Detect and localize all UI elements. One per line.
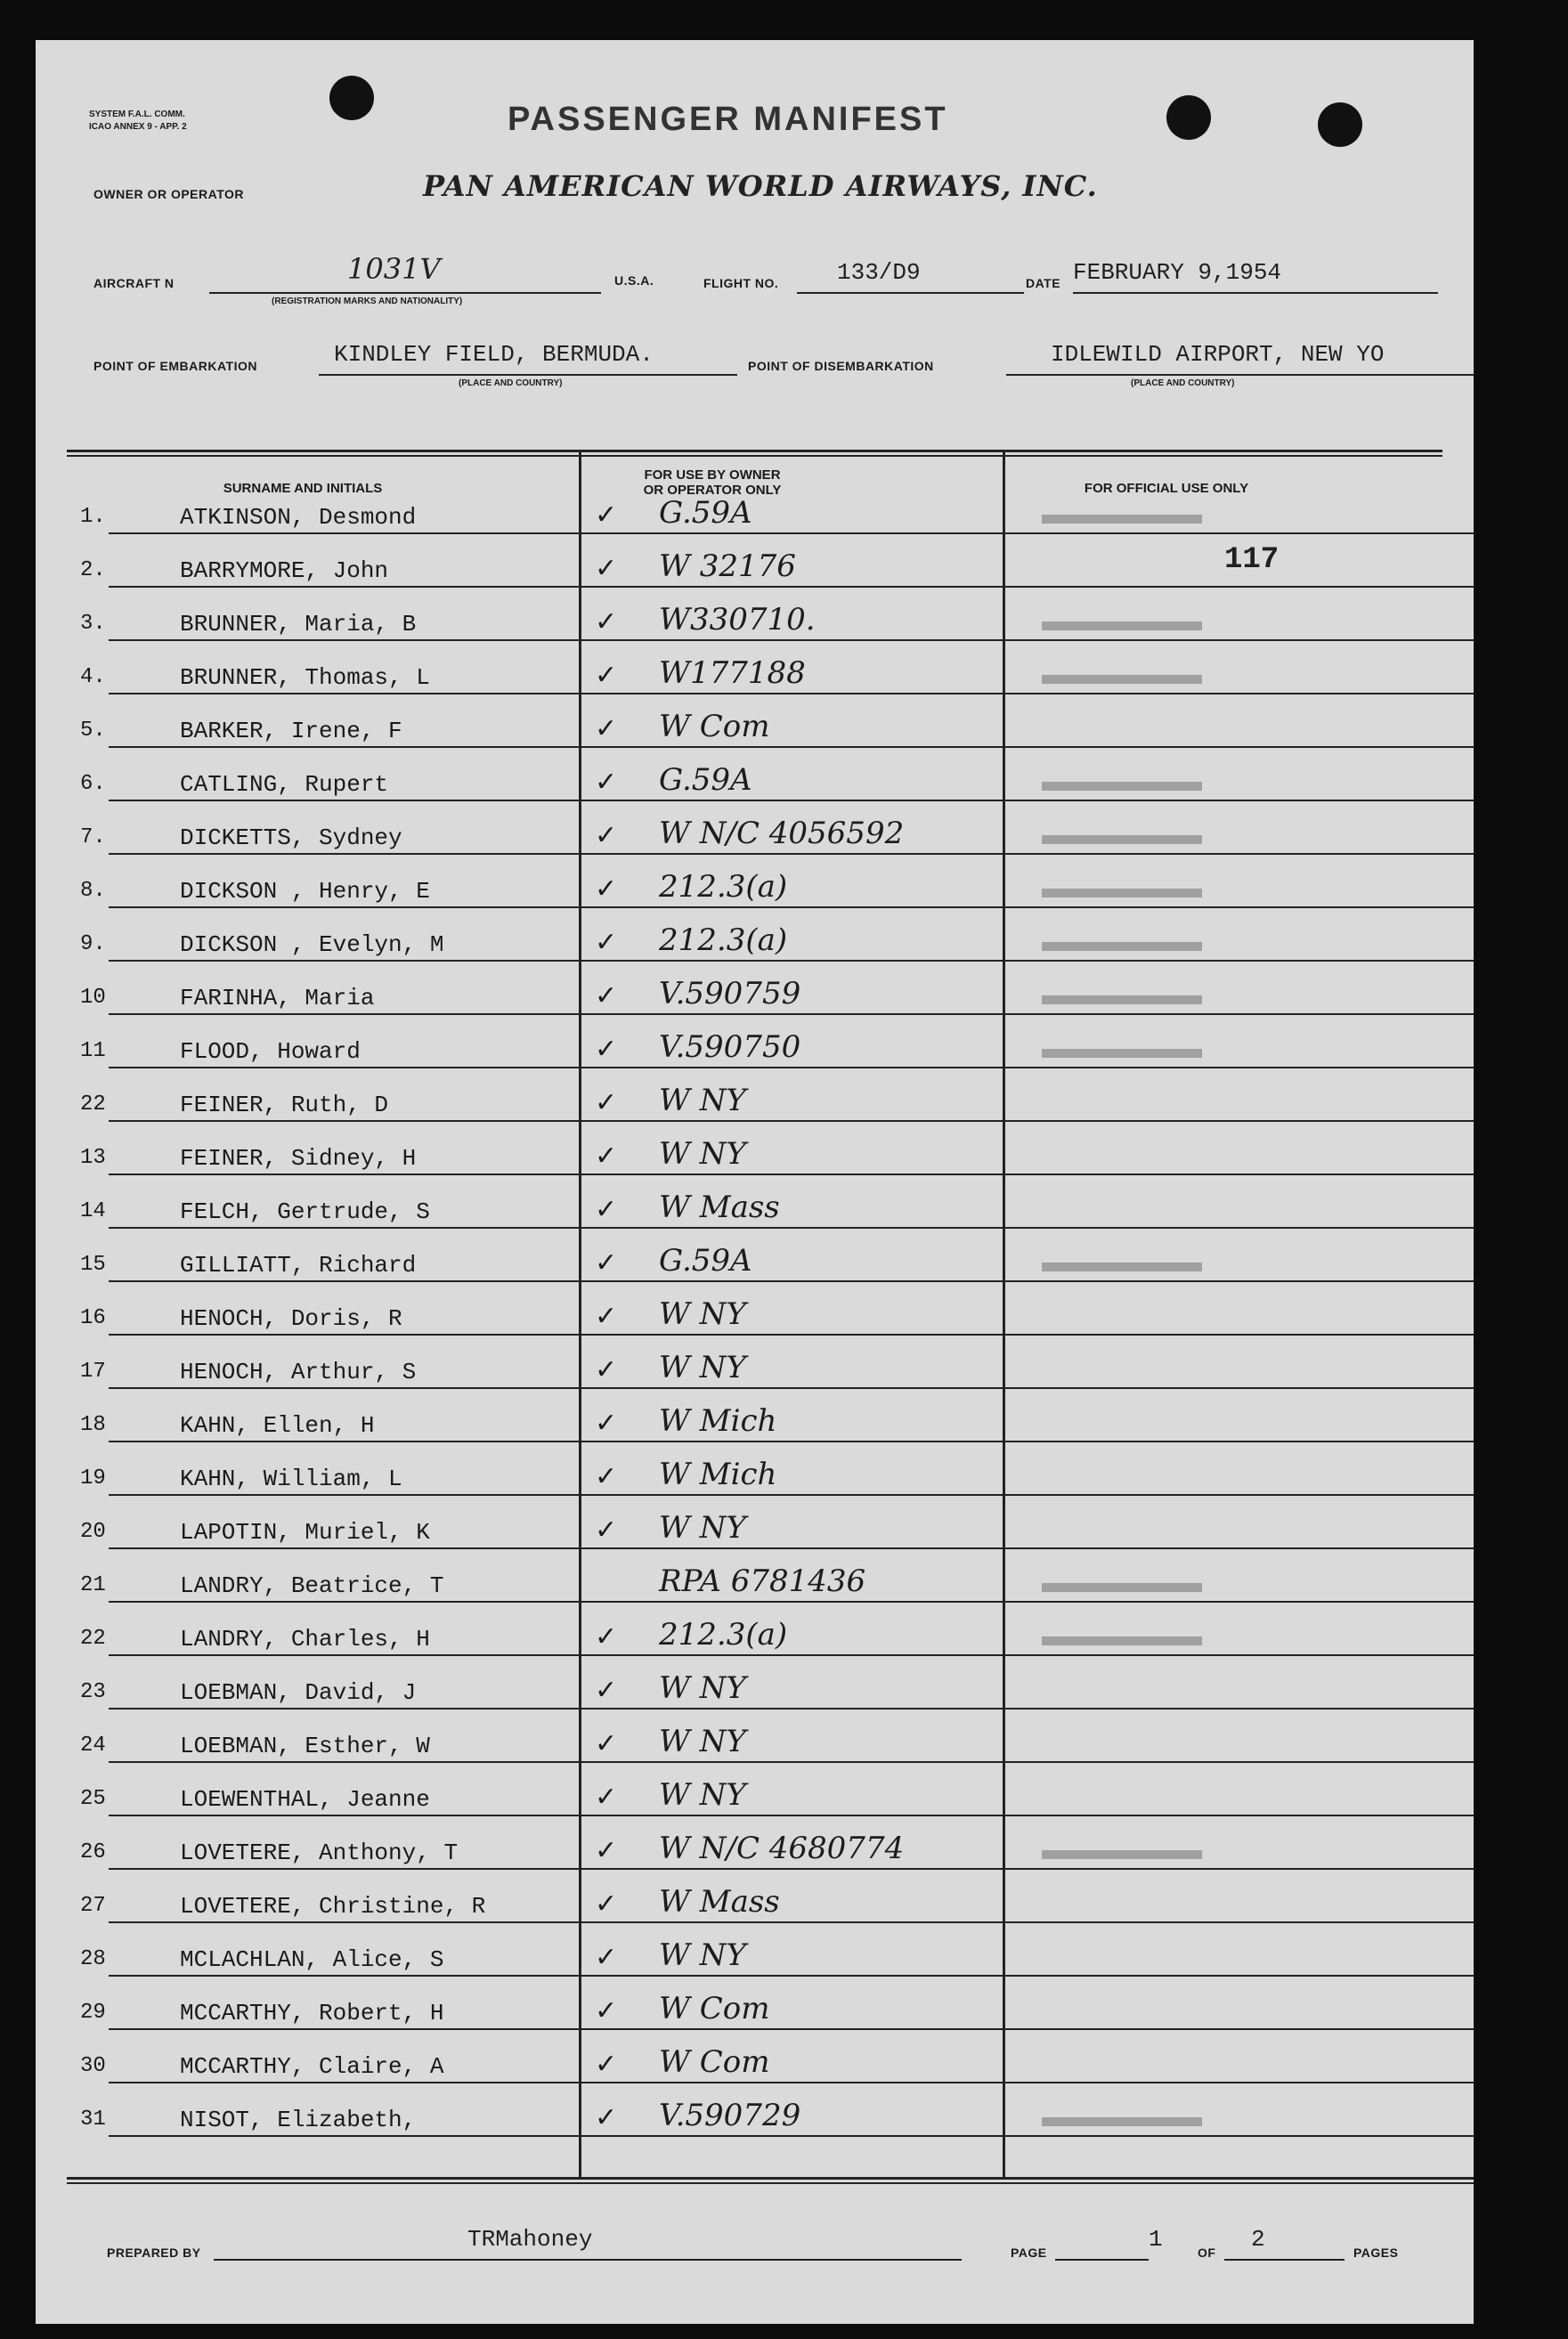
checkmark-icon: ✓ [595,1675,618,1706]
checkmark-icon: ✓ [595,1034,618,1065]
prepared-label: PREPARED BY [107,2246,201,2260]
owner-label: OWNER OR OPERATOR [93,187,244,201]
page-title: PASSENGER MANIFEST [508,101,948,138]
table-row [71,2083,1474,2137]
flight-value: 133/D9 [837,259,921,286]
table-row [71,1175,1474,1229]
checkmark-icon: ✓ [595,1835,618,1866]
redaction-mark [1042,1049,1202,1058]
checkmark-icon: ✓ [595,1087,618,1118]
checkmark-icon: ✓ [595,1888,618,1920]
row-number: 24 [80,1734,106,1758]
punch-hole [329,76,374,120]
operator-note: W NY [659,1937,746,1973]
operator-note: W NY [659,1136,746,1172]
table-row [71,481,1474,534]
pages-label: PAGES [1353,2246,1399,2260]
table-row [71,1549,1474,1603]
passenger-name: MCCARTHY, Claire, A [180,2053,444,2080]
redaction-mark [1042,889,1202,897]
table-row [71,1977,1474,2030]
table-row [71,1923,1474,1977]
row-number: 16 [80,1306,106,1330]
col-owner-line2: OR OPERATOR ONLY [643,483,782,498]
passenger-name: DICKSON , Evelyn, M [180,931,444,958]
passenger-name: DICKETTS, Sydney [180,824,402,851]
date-value: FEBRUARY 9,1954 [1073,259,1282,286]
table-row [71,1229,1474,1282]
checkmark-icon: ✓ [595,1408,618,1439]
operator-note: W NY [659,1724,746,1759]
checkmark-icon: ✓ [595,606,618,638]
manifest-sheet [36,40,1474,2324]
row-number: 29 [80,2001,106,2025]
table-row [71,1389,1474,1442]
passenger-name: BRUNNER, Thomas, L [180,664,430,691]
operator-note: W Com [659,2044,770,2080]
table-row [71,1656,1474,1710]
passenger-name: ATKINSON, Desmond [180,504,417,531]
date-label: DATE [1026,276,1061,290]
row-number: 26 [80,1840,106,1864]
row-number: 7. [80,825,106,849]
passenger-name: KAHN, Ellen, H [180,1412,375,1439]
punch-hole [1166,95,1211,140]
prepared-value: TRMahoney [467,2226,593,2253]
operator-note: G.59A [659,762,752,798]
checkmark-icon: ✓ [595,713,618,744]
passenger-name: LOVETERE, Christine, R [180,1893,486,1920]
passenger-name: BARRYMORE, John [180,557,389,584]
redaction-mark [1042,942,1202,951]
embark-label: POINT OF EMBARKATION [93,359,257,373]
table-row [71,1870,1474,1923]
operator-note: 212.3(a) [659,922,788,958]
checkmark-icon: ✓ [595,1301,618,1332]
table-row [71,2030,1474,2083]
row-number: 22 [80,1627,106,1651]
row-number: 1. [80,505,106,529]
redaction-mark [1042,835,1202,844]
checkmark-icon: ✓ [595,553,618,584]
operator-note: W NY [659,1296,746,1332]
operator-note: G.59A [659,495,752,531]
checkmark-icon: ✓ [595,1782,618,1813]
row-number: 14 [80,1199,106,1223]
operator-note: W Mass [659,1190,780,1225]
operator-note: 212.3(a) [659,869,788,905]
checkmark-icon: ✓ [595,1141,618,1172]
checkmark-icon: ✓ [595,927,618,958]
table-row [71,1442,1474,1496]
passenger-name: FELCH, Gertrude, S [180,1198,430,1225]
redaction-mark [1042,1850,1202,1859]
passenger-name: MCLACHLAN, Alice, S [180,1946,444,1973]
table-row [71,1336,1474,1389]
table-row [71,1068,1474,1122]
table-row [71,641,1474,694]
row-number: 8. [80,879,106,903]
embark-sub: (PLACE AND COUNTRY) [459,378,563,388]
operator-note: W NY [659,1670,746,1706]
table-row [71,1603,1474,1656]
passenger-name: LOEBMAN, Esther, W [180,1733,430,1759]
checkmark-icon: ✓ [595,1995,618,2026]
redaction-mark [1042,1636,1202,1645]
operator-note: W NY [659,1510,746,1546]
page-label: PAGE [1011,2246,1047,2260]
table-row [71,801,1474,855]
operator-note: W NY [659,1777,746,1813]
checkmark-icon: ✓ [595,1515,618,1546]
passenger-name: FEINER, Sidney, H [180,1145,417,1172]
operator-note: V.590729 [659,2098,801,2133]
row-number: 19 [80,1466,106,1490]
checkmark-icon: ✓ [595,1728,618,1759]
checkmark-icon: ✓ [595,1194,618,1225]
usa-label: U.S.A. [614,273,654,288]
table-row [71,588,1474,641]
row-number: 6. [80,772,106,796]
passenger-name: LOEWENTHAL, Jeanne [180,1786,430,1813]
passenger-name: LANDRY, Charles, H [180,1626,430,1653]
operator-note: W Mich [659,1403,777,1439]
redaction-mark [1042,2117,1202,2126]
checkmark-icon: ✓ [595,767,618,798]
row-number: 3. [80,612,106,636]
passenger-name: BARKER, Irene, F [180,718,402,744]
checkmark-icon: ✓ [595,820,618,851]
row-number: 2. [80,558,106,582]
checkmark-icon: ✓ [595,499,618,531]
of-value: 2 [1251,2226,1265,2253]
operator-note: W NY [659,1083,746,1118]
passenger-name: HENOCH, Doris, R [180,1305,402,1332]
col-owner-line1: FOR USE BY OWNER [644,467,781,483]
official-count: 117 [1224,543,1280,577]
passenger-name: HENOCH, Arthur, S [180,1359,417,1385]
table-row [71,908,1474,962]
checkmark-icon: ✓ [595,1621,618,1653]
checkmark-icon: ✓ [595,660,618,691]
passenger-name: FARINHA, Maria [180,985,375,1011]
operator-note: W 32176 [659,548,796,584]
operator-note: W NY [659,1350,746,1385]
redaction-mark [1042,1583,1202,1592]
passenger-name: LOEBMAN, David, J [180,1679,417,1706]
passenger-name: FLOOD, Howard [180,1038,361,1065]
passenger-name: FEINER, Ruth, D [180,1092,389,1118]
redaction-mark [1042,675,1202,684]
aircraft-value: 1031V [347,252,441,286]
disembark-sub: (PLACE AND COUNTRY) [1131,378,1235,388]
of-label: OF [1198,2246,1216,2260]
page-value: 1 [1149,2226,1163,2253]
form-id-line1: SYSTEM F.A.L. COMM. [89,110,185,119]
passenger-name: BRUNNER, Maria, B [180,611,417,638]
operator-note: W330710. [659,602,816,638]
row-number: 15 [80,1253,106,1277]
row-number: 20 [80,1520,106,1544]
row-number: 4. [80,665,106,689]
table-row [71,534,1474,588]
table-row [71,748,1474,801]
row-number: 10 [80,986,106,1010]
checkmark-icon: ✓ [595,1942,618,1973]
row-number: 21 [80,1573,106,1597]
row-number: 30 [80,2054,106,2078]
table-row [71,1763,1474,1816]
operator-note: W Com [659,1991,770,2026]
checkmark-icon: ✓ [595,2102,618,2133]
redaction-mark [1042,621,1202,630]
checkmark-icon: ✓ [595,873,618,905]
operator-note: W N/C 4056592 [659,816,905,851]
aircraft-sub: (REGISTRATION MARKS AND NATIONALITY) [272,296,463,306]
table-row [71,1015,1474,1068]
redaction-mark [1042,515,1202,524]
disembark-label: POINT OF DISEMBARKATION [748,359,934,373]
aircraft-label: AIRCRAFT N [93,276,175,290]
operator-note: W177188 [659,655,806,691]
flight-label: FLIGHT NO. [703,276,779,290]
form-id-line2: ICAO ANNEX 9 - APP. 2 [89,122,187,132]
row-number: 22 [80,1092,106,1117]
operator-note: 212.3(a) [659,1617,788,1653]
table-row [71,1710,1474,1763]
checkmark-icon: ✓ [595,1247,618,1279]
redaction-mark [1042,995,1202,1004]
row-number: 13 [80,1146,106,1170]
operator-note: W Com [659,709,770,744]
punch-hole [1318,102,1362,147]
row-number: 27 [80,1894,106,1918]
table-row [71,1816,1474,1870]
row-number: 17 [80,1360,106,1384]
row-number: 25 [80,1787,106,1811]
col-surname: SURNAME AND INITIALS [223,481,383,496]
embark-value: KINDLEY FIELD, BERMUDA. [334,341,654,368]
table-row [71,855,1474,908]
col-official: FOR OFFICIAL USE ONLY [1084,481,1249,496]
row-number: 5. [80,719,106,743]
table-row [71,1122,1474,1175]
checkmark-icon: ✓ [595,1354,618,1385]
row-number: 9. [80,932,106,956]
table-row [71,1282,1474,1336]
row-number: 31 [80,2108,106,2132]
table-row [71,694,1474,748]
owner-value: PAN AMERICAN WORLD AIRWAYS, INC. [423,169,1098,203]
passenger-name: CATLING, Rupert [180,771,389,798]
table-row [71,1496,1474,1549]
operator-note: W Mich [659,1457,777,1492]
row-number: 18 [80,1413,106,1437]
passenger-name: GILLIATT, Richard [180,1252,417,1279]
passenger-name: MCCARTHY, Robert, H [180,2000,444,2026]
passenger-name: DICKSON , Henry, E [180,878,430,905]
operator-note: V.590759 [659,976,801,1011]
operator-note: V.590750 [659,1029,801,1065]
passenger-name: LANDRY, Beatrice, T [180,1572,444,1599]
checkmark-icon: ✓ [595,1461,618,1492]
table-row [71,962,1474,1015]
checkmark-icon: ✓ [595,2049,618,2080]
passenger-name: LOVETERE, Anthony, T [180,1840,459,1866]
row-number: 23 [80,1680,106,1704]
row-number: 28 [80,1947,106,1971]
disembark-value: IDLEWILD AIRPORT, NEW YO [1051,341,1385,368]
redaction-mark [1042,1263,1202,1271]
checkmark-icon: ✓ [595,980,618,1011]
operator-note: RPA 6781436 [659,1563,866,1599]
passenger-name: LAPOTIN, Muriel, K [180,1519,430,1546]
operator-note: G.59A [659,1243,752,1279]
operator-note: W N/C 4680774 [659,1831,905,1866]
passenger-name: NISOT, Elizabeth, [180,2107,417,2133]
passenger-name: KAHN, William, L [180,1466,402,1492]
operator-note: W Mass [659,1884,780,1920]
redaction-mark [1042,782,1202,791]
row-number: 11 [80,1039,106,1063]
